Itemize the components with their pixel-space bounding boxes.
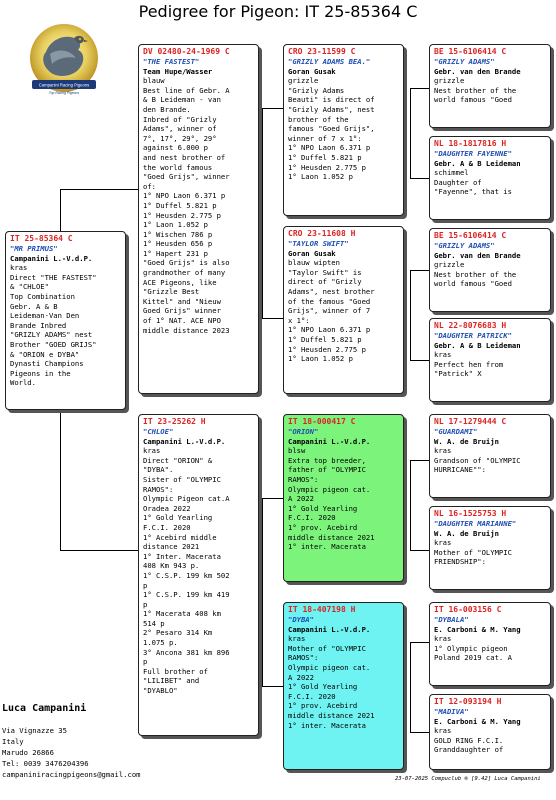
detail-line: "Patrick" X (434, 369, 482, 379)
pigeon-owner: Gebr. van den Brande (434, 250, 521, 260)
detail-line: Olympic pigeon cat. (288, 662, 371, 672)
detail-line: Daughter of (434, 177, 482, 187)
detail-line: F.C.I. 2020 (288, 691, 336, 701)
detail-line: 1° prov. Acebird (288, 701, 358, 711)
detail-line: Mother of "OLYMPIC (288, 643, 366, 653)
detail-line: against 6.000 p (143, 143, 208, 153)
pigeon-details (288, 634, 399, 730)
connector (410, 642, 411, 732)
pigeon-nickname: "DAUGHTER PATRICK" (434, 331, 512, 340)
detail-line: 1° Duffel 5.821 p (288, 152, 362, 162)
ring-number: CRO 23-11599 C (288, 47, 356, 56)
pigeon-owner: Team Hupe/Wasser (143, 66, 213, 76)
connector (410, 88, 411, 178)
detail-line: of the famous "Goed (288, 296, 371, 306)
detail-line: 1° NPO Laon 6.371 p (143, 191, 226, 201)
pigeon-nickname: "GUARDAMI" (434, 427, 478, 436)
detail-line: winner of 7 x 1°: (288, 133, 362, 143)
connector (262, 498, 263, 686)
detail-line: 1° Laon 1.052 p (288, 172, 353, 182)
breeder-email[interactable]: campaniniracingpigeons@gmail.com (2, 770, 141, 779)
connector (410, 550, 429, 551)
connector (60, 550, 138, 551)
detail-line: "GRIZLY ADAMS" nest (10, 330, 93, 340)
detail-line: 1° NPO Laon 6.371 p (288, 143, 371, 153)
ring-number: NL 22-8076683 H (434, 321, 507, 330)
ring-number: IT 18-000417 C (288, 417, 356, 426)
connector (410, 460, 429, 461)
detail-line: 7°, 17°, 29°, 29° (143, 133, 217, 143)
detail-line: grizzle (434, 76, 465, 86)
pigeon-details (288, 258, 399, 364)
pigeon-nickname: "GRIZLY ADAMS" (434, 57, 495, 66)
logo-text-top: Campanini Racing Pigeons (38, 82, 90, 88)
detail-line: 1° Duffel 5.821 p (143, 200, 217, 210)
detail-line: Nest brother of the (434, 85, 517, 95)
pigeon-nickname: "ORION" (288, 427, 319, 436)
ring-number: IT 23-25262 H (143, 417, 206, 426)
pigeon-logo (28, 22, 100, 100)
pigeon-nickname: "DAUGHTER FAYENNE" (434, 149, 512, 158)
page-title: Pedigree for Pigeon: IT 25-85364 C (138, 2, 418, 21)
connector (262, 686, 283, 687)
pigeon-card-dam-sire[interactable] (283, 414, 404, 582)
ring-number: DV 02480-24-1969 C (143, 47, 230, 56)
pigeon-card-ssd[interactable] (429, 136, 551, 220)
detail-line: 1° Gold Yearling (143, 513, 213, 523)
breeder-country: Italy (2, 737, 24, 746)
pigeon-owner: W. A. de Bruijn (434, 528, 499, 538)
pigeon-owner: Campanini L.-V.d.P. (10, 253, 93, 263)
pigeon-nickname: "DYBALA" (434, 615, 469, 624)
detail-line: RAMOS": (288, 474, 319, 484)
pigeon-nickname: "GRIZLY ADAMS BEA." (288, 57, 371, 66)
detail-line: world famous "Goed (434, 95, 512, 105)
pigeon-details (143, 446, 254, 695)
detail-line: & "CHLOE" (10, 282, 49, 292)
connector (410, 270, 429, 271)
detail-line: RAMOS": (288, 653, 319, 663)
detail-line: 1° Heusden 656 p (143, 239, 213, 249)
detail-line: Olympic pigeon cat. (288, 484, 371, 494)
detail-line: middle distance 2021 (288, 532, 375, 542)
detail-line: "Grizzle Best (143, 287, 200, 297)
pigeon-card-sire-dam[interactable] (283, 226, 404, 394)
detail-line: 1° Heusden 2.775 p (288, 162, 366, 172)
detail-line: A 2022 (288, 494, 314, 504)
connector (60, 410, 61, 550)
detail-line: Dynasti Champions (10, 359, 84, 369)
connector (410, 642, 429, 643)
detail-line: kras (434, 350, 452, 360)
ring-number: CRO 23-11608 H (288, 229, 356, 238)
detail-line: kras (288, 634, 306, 644)
ring-number: IT 12-093194 H (434, 697, 502, 706)
detail-line: 1° Olympic pigeon (434, 643, 508, 653)
pigeon-owner: E. Carboni & M. Yang (434, 624, 521, 634)
connector (60, 189, 61, 231)
detail-line: Olympic Pigeon cat.A (143, 494, 230, 504)
detail-line: Adams", nest brother (288, 286, 375, 296)
detail-line: father of "OLYMPIC (288, 465, 366, 475)
pigeon-owner: Goran Gusak (288, 66, 336, 76)
detail-line: "Goed Grijs", winner (143, 172, 230, 182)
detail-line: Beauti" is direct of (288, 95, 375, 105)
detail-line: schimmel (434, 168, 469, 178)
detail-line: p (143, 580, 148, 590)
detail-line: 1° Hapert 231 p (143, 248, 208, 258)
ring-number: BE 15-6106414 C (434, 231, 507, 240)
detail-line: 1° Acebird middle (143, 532, 217, 542)
detail-line: 1° inter. Macerata (288, 542, 366, 552)
pigeon-nickname: "CHLOE" (143, 427, 174, 436)
pigeon-owner: Gebr. van den Brande (434, 66, 521, 76)
detail-line: 1° Gold Yearling (288, 682, 358, 692)
pigeon-nickname: "THE FASTEST" (143, 57, 200, 66)
detail-line: the world famous (143, 162, 213, 172)
detail-line: grizzle (288, 76, 319, 86)
detail-line: grandmother of many (143, 268, 226, 278)
detail-line: 1° Laon 1.052 p (143, 220, 208, 230)
pigeon-card-dam[interactable] (138, 414, 259, 736)
detail-line: Kittel" and "Nieuw (143, 296, 221, 306)
detail-line: den Brande. (143, 104, 191, 114)
detail-line: F.C.I. 2020 (143, 522, 191, 532)
detail-line: Direct "ORION" & (143, 455, 213, 465)
ring-number: IT 25-85364 C (10, 234, 73, 243)
ring-number: NL 18-1817816 H (434, 139, 507, 148)
pigeon-nickname: "TAYLOR SWIFT" (288, 239, 349, 248)
ring-number: IT 18-407198 H (288, 605, 356, 614)
pigeon-owner: Campanini L.-V.d.P. (288, 436, 371, 446)
detail-line: 1.075 p. (143, 638, 178, 648)
detail-line: 1° Heusden 2.775 p (143, 210, 221, 220)
ring-number: NL 17-1279444 C (434, 417, 507, 426)
detail-line: Oradea 2022 (143, 503, 191, 513)
detail-line: Direct "THE FASTEST" (10, 272, 97, 282)
detail-line: 1° inter. Macerata (288, 720, 366, 730)
ring-number: NL 16-1525753 H (434, 509, 507, 518)
detail-line: "DYABLO" (143, 686, 178, 696)
logo-text-bottom: Top Racing Pigeons (48, 91, 80, 95)
detail-line: Pigeons in the (10, 368, 71, 378)
pigeon-card-sire-sire[interactable] (283, 44, 404, 216)
pigeon-nickname: "GRIZLY ADAMS" (434, 241, 495, 250)
connector (262, 498, 283, 499)
detail-line: blsw (288, 446, 306, 456)
pigeon-owner: Campanini L.-V.d.P. (288, 624, 371, 634)
detail-line: Grijs", winner of 7 (288, 306, 371, 316)
breeder-city: Marudo 26866 (2, 748, 54, 757)
pigeon-card-sire[interactable] (138, 44, 259, 394)
detail-line: direct of "Grizly (288, 277, 362, 287)
ring-number: IT 16-003156 C (434, 605, 502, 614)
detail-line: "Taylor Swift" is (288, 267, 362, 277)
connector (262, 318, 283, 319)
detail-line: Mother of "OLYMPIC (434, 547, 512, 557)
detail-line: RAMOS": (143, 484, 174, 494)
detail-line: x 1°: (288, 315, 310, 325)
pigeon-owner: E. Carboni & M. Yang (434, 716, 521, 726)
detail-line: brother of the (288, 114, 349, 124)
detail-line: "Grizly Adams", nest (288, 104, 375, 114)
detail-line: 3° Ancona 381 km 896 (143, 647, 230, 657)
print-credit: 23-07-2025 Compuclub ® [9.42] Luca Campanini (395, 776, 541, 782)
detail-line: kras (434, 446, 452, 456)
connector (410, 178, 429, 179)
detail-line: blauw (143, 76, 165, 86)
pigeon-card-subject[interactable] (5, 231, 126, 410)
pigeon-card-dds[interactable] (429, 602, 551, 686)
detail-line: famous "Goed Grijs", (288, 124, 375, 134)
detail-line: "Fayenne", that is (434, 187, 512, 197)
pigeon-details (143, 76, 254, 335)
pigeon-card-sds[interactable] (429, 228, 551, 312)
detail-line: and nest brother of (143, 152, 226, 162)
pigeon-card-ddd[interactable] (429, 694, 551, 770)
detail-line: of: (143, 181, 156, 191)
detail-line: Nest brother of the (434, 269, 517, 279)
detail-line: world famous "Goed (434, 279, 512, 289)
connector (410, 360, 429, 361)
detail-line: Goed Grijs" winner (143, 306, 221, 316)
pigeon-owner: Goran Gusak (288, 248, 336, 258)
detail-line: 1° Macerata 408 km (143, 609, 221, 619)
detail-line: distance 2021 (143, 542, 200, 552)
detail-line: Extra top breeder, (288, 455, 366, 465)
detail-line: Brother "GOED GRIJS" (10, 339, 97, 349)
detail-line: Brande Inbred (10, 320, 67, 330)
ring-number: BE 15-6106414 C (434, 47, 507, 56)
detail-line: 408 Km 943 p. (143, 561, 200, 571)
breeder-address: Via Vignazze 35 (2, 726, 67, 735)
detail-line: 514 p (143, 618, 165, 628)
detail-line: A 2022 (288, 672, 314, 682)
detail-line: Sister of "OLYMPIC (143, 474, 221, 484)
pigeon-owner: Gebr. A & B Leideman (434, 158, 521, 168)
detail-line: p (143, 599, 148, 609)
connector (262, 108, 263, 318)
pigeon-card-dsd[interactable] (429, 506, 551, 590)
pigeon-details (10, 263, 121, 388)
detail-line: "LILIBET" and (143, 676, 200, 686)
detail-line: "Grizly Adams (288, 85, 345, 95)
connector (410, 460, 411, 550)
detail-line: grizzle (434, 260, 465, 270)
detail-line: 1° C.S.P. 199 km 419 (143, 590, 230, 600)
breeder-phone: Tel: 0039 3476204396 (2, 759, 89, 768)
detail-line: 1° NPO Laon 6.371 p (288, 325, 371, 335)
pigeon-details (288, 446, 399, 552)
detail-line: Perfect hen from (434, 359, 504, 369)
detail-line: kras (143, 446, 161, 456)
connector (410, 732, 429, 733)
detail-line: kras (434, 726, 452, 736)
pigeon-card-sdd[interactable] (429, 318, 551, 402)
detail-line: "Goed Grijs" is also (143, 258, 230, 268)
pigeon-nickname: "MR PRIMUS" (10, 244, 58, 253)
detail-line: 1° prov. Acebird (288, 522, 358, 532)
detail-line: ACE Pigeons, like (143, 277, 217, 287)
pigeon-card-dss[interactable] (429, 414, 551, 498)
pigeon-card-sss[interactable] (429, 44, 551, 128)
detail-line: 1° Laon 1.052 p (288, 354, 353, 364)
detail-line: World. (10, 378, 36, 388)
pigeon-owner: Campanini L.-V.d.P. (143, 436, 226, 446)
pigeon-owner: Gebr. A & B Leideman (434, 340, 521, 350)
detail-line: Inbred of "Grizly (143, 114, 217, 124)
connector (60, 189, 138, 190)
detail-line: middle distance 2023 (143, 325, 230, 335)
detail-line: HURRICANE"": (434, 465, 486, 475)
pigeon-details (288, 76, 399, 182)
connector (410, 88, 429, 89)
detail-line: 1° Wischen 786 p (143, 229, 213, 239)
detail-line: blauw wipten (288, 258, 340, 268)
connector (262, 108, 283, 109)
detail-line: Granddaughter of (434, 745, 504, 755)
detail-line: Top Combination (10, 291, 75, 301)
connector (410, 270, 411, 360)
detail-line: 1° Duffel 5.821 p (288, 334, 362, 344)
detail-line: kras (434, 634, 452, 644)
pigeon-nickname: "DYBA" (288, 615, 314, 624)
pigeon-nickname: "MADIVA" (434, 707, 469, 716)
detail-line: Grandson of "OLYMPIC (434, 455, 521, 465)
detail-line: GOLD RING F.C.I. (434, 735, 504, 745)
pigeon-card-dam-dam[interactable] (283, 602, 404, 770)
detail-line: 1° Heusden 2.775 p (288, 344, 366, 354)
pigeon-nickname: "DAUGHTER MARIANNE" (434, 519, 517, 528)
detail-line: Adams", winner of (143, 124, 217, 134)
detail-line: Poland 2019 cat. A (434, 653, 512, 663)
detail-line: Gebr. A & B (10, 301, 58, 311)
detail-line: p (143, 657, 148, 667)
detail-line: Leideman-Van Den (10, 311, 80, 321)
detail-line: middle distance 2021 (288, 710, 375, 720)
detail-line: 1° Inter. Macerata (143, 551, 221, 561)
detail-line: 2° Pesaro 314 Km (143, 628, 213, 638)
detail-line: & "ORION e DYBA" (10, 349, 80, 359)
detail-line: FRIENDSHIP": (434, 557, 486, 567)
detail-line: 1° C.S.P. 199 km 502 (143, 570, 230, 580)
detail-line: kras (10, 263, 28, 273)
detail-line: Full brother of (143, 666, 208, 676)
detail-line: of 1° NAT. ACE NPO (143, 316, 221, 326)
pigeon-owner: W. A. de Bruijn (434, 436, 499, 446)
detail-line: 1° Gold Yearling (288, 503, 358, 513)
detail-line: "DYBA". (143, 465, 174, 475)
detail-line: & B Leideman - van (143, 95, 221, 105)
detail-line: kras (434, 538, 452, 548)
breeder-name: Luca Campanini (2, 703, 87, 714)
detail-line: F.C.I. 2020 (288, 513, 336, 523)
detail-line: Best line of Gebr. A (143, 85, 230, 95)
